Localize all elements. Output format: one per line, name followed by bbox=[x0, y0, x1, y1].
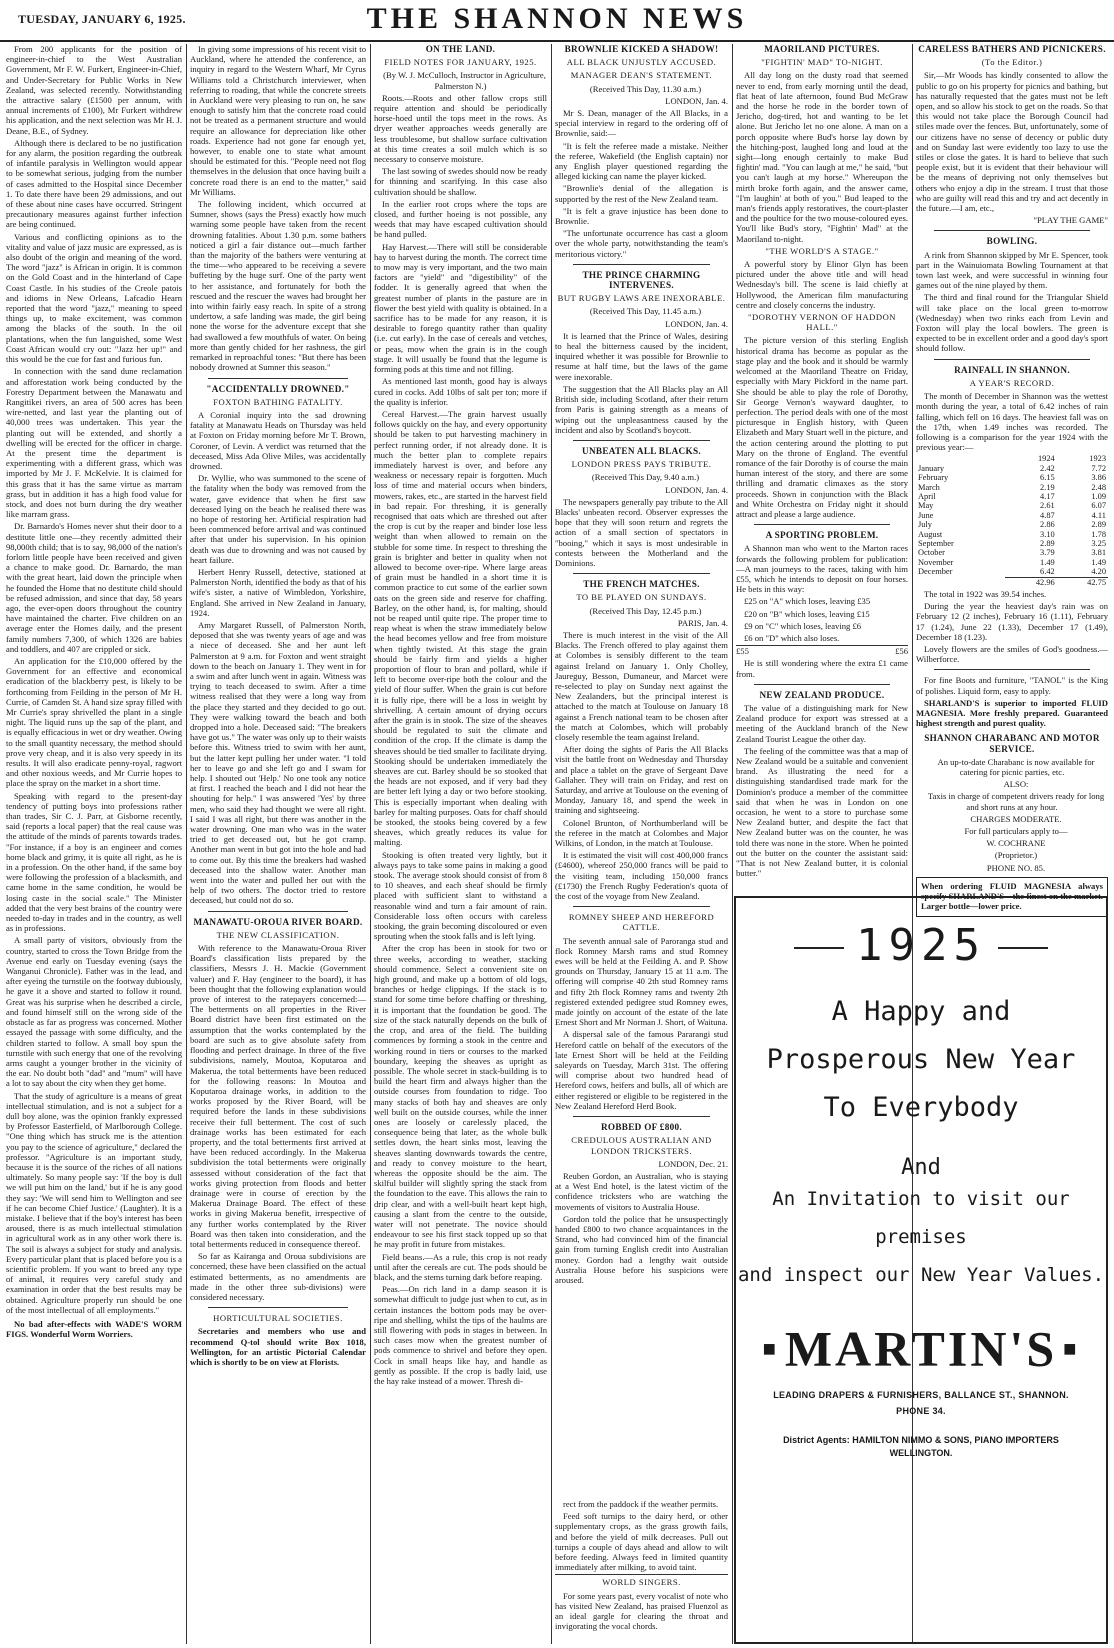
column-2 bbox=[190, 44, 366, 1644]
subhead-classification: THE NEW CLASSIFICATION. bbox=[216, 929, 340, 940]
paragraph: The picture version of this sterling English historical drama has become as popular as the stage play and the book and it should be warmly welcomed at the Maoriland Theatre on Friday, especially with Mary Pickford in the name part. She should be able to play the role of Dorothy, Sir George Vernon's wayward daughter, to perfection. The period deals with one of the most picturesque in English history, with Queen Elizabeth and Mary Stuart well in the picture, and the action centering around the plotting to put Mary on the throne of England. The eventful romance of the fair Dorothy is of course the main human interest of the story, and there are some thrilling and dramatic climaxes as the story proceeds. Shown in conjunction with the Black and White Orchestra on Friday night it should attract and please a large audience. bbox=[736, 335, 908, 519]
paragraph: Stooking is often treated very lightly, but it always pays to take some pains in making a good stook. The average stook should consist of from 8 to 10 sheaves, and each sheaf should be firmly placed with sufficient slant to withstand a reasonable wind and turn a fair amount of rain. Considerable loss often occurs with careless stooking, the grain becoming discoloured or even sprouting when the stook falls and is left lying. bbox=[374, 849, 547, 942]
subhead-dean-statement: MANAGER DEAN'S STATEMENT. bbox=[570, 70, 713, 81]
column-rule bbox=[551, 44, 552, 1644]
rainfall-row bbox=[916, 539, 1108, 548]
paragraph: Peas.—On rich land in a damp season it is somewhat difficult to judge just when to cut, as in certain instances the bottom pods may be over-ripe and shelling, whilst the tips of the haulms are still flowering with pods in stages in between. In such cases mow when the greatest number of pods commence to shrivel and before they open. Cock in small heaps like hay, and handle as gently as possible. If the crop is badly laid, use the hay rake instead of a mower. Thresh di- bbox=[374, 1284, 547, 1386]
ad-agents bbox=[736, 1434, 1106, 1460]
headline-on-the-land: ON THE LAND. bbox=[425, 44, 496, 54]
paragraph: Various and conflicting opinions as to the vitality and value of jazz music are expressed, as is also doubt of the origin and meaning of the word. The word "jazz" is African in origin. It is common on the Gold Coast and in the hinterland of Cape Coast Castle. In his studies of the Creole patois and idioms in New Orleans, Lafcadio Hearn reported that the word "jazz," meaning to speed things up, to make excitement, was common among the blacks of the south. In the oil plantations, when the fun languished, some West Coast African would cry out: "Jazz her up!" and this would be the cue for fast and furious fun. bbox=[6, 231, 182, 365]
divider bbox=[754, 524, 890, 525]
paragraph: As mentioned last month, good hay is always cured in cocks. Add 10lbs of salt per ton; more if the quality is inferior. bbox=[374, 376, 547, 407]
paragraph: Dr. Barnardo's Homes never shut their door to a destitute little one—they recently admitted their 98,000th child; that is to say, 98,000 of the nation's forlorn little people have been received and given a chance to make good. Dr. Barnardo, the man with the great heart, laid down the principle when he founded the Home that no destitute child should be refused admission, and since that day, 58 years ago, the ever-open doors throughout the country have maintained the charter. Five children on an average enter the Homes daily, and the present family numbers 7,300, of which 1326 are babies and toddlers, and 407 are crippled or sick. bbox=[6, 521, 182, 654]
col4-romney-body bbox=[555, 936, 728, 1111]
headline-horticultural: HORTICULTURAL SOCIETIES. bbox=[213, 1313, 343, 1324]
col6-bowling-body bbox=[916, 250, 1108, 354]
ad-line-happy: A Happy and bbox=[831, 996, 1011, 1027]
received-time: (Received This Day, 11.45 a.m.) bbox=[589, 306, 702, 317]
paragraph: Herbert Henry Russell, detective, stationed at Palmerston North, identified the body as that of his wife's sister, a native of Wimbledon, Yorkshire, England. She arrived in New Zealand in January, 1924. bbox=[190, 566, 366, 618]
rainfall-header-row bbox=[916, 454, 1108, 463]
paragraph: Lovely flowers are the smiles of God's goodness.—Wilberforce. bbox=[916, 644, 1108, 665]
paragraph: Taxis in charge of competent drivers ready for long and short runs at any hour. bbox=[927, 791, 1105, 812]
divider bbox=[754, 684, 890, 685]
column-3 bbox=[374, 44, 547, 1644]
headline-bowling: BOWLING. bbox=[986, 236, 1038, 247]
rainfall-header-blank bbox=[916, 454, 1005, 463]
col5-dorothy-body bbox=[736, 335, 908, 519]
headline-prince: THE PRINCE CHARMING INTERVENES. bbox=[582, 269, 701, 291]
letter-signature: "PLAY THE GAME" bbox=[1033, 215, 1108, 226]
headline-rainfall: RAINFALL IN SHANNON. bbox=[954, 364, 1070, 375]
rainfall-row bbox=[916, 520, 1108, 529]
ad-brand-ornament: ■ bbox=[1063, 1335, 1080, 1361]
paragraph: Roots.—Roots and other fallow crops still require attention and should be periodically horse-hoed until the tops meet in the rows. As dryer weather approaches weeds generally are less troublesome, but shallow surface cultivation at this time creates a soil mulch which is so necessary to conserve moisture. bbox=[374, 92, 547, 165]
col5-produce-body bbox=[736, 703, 908, 878]
paragraph: For some years past, every vocalist of note who has visited New Zealand, has praised Fluenzol as an ideal gargle for clearing the throat and invigorating the vocal chords. bbox=[555, 1590, 728, 1632]
bets-total-right: £56 bbox=[895, 646, 908, 657]
divider bbox=[573, 440, 710, 441]
paragraph: After the crop has been in stook for two or three weeks, according to weather, stacking should commence. Select a convenient site on high ground, and make up a bottom of old logs, branches or hedge clippings. If the stack is to stand for some time before chaffing or threshing, it is important that the foundation be good. The size of the stack naturally depends on the bulk of the crop, and area of the field. The building commences by forming a stook in the centre and working round in tiers or courses to the marked boundary, keeping the sheaves as upright as possible. The whole secret in stack-building is to build the heart firm and always higher than the outside courses from foundation to ridge. Too many stacks of both hay and sheaves are only well built on the outside courses, while the inner ones are loosely or carelessly placed, the consequence being that later, as the whole bulk settles down, the heart sinks most, leaving the sheaves slanting downwards towards the centre, and ready to convey moisture to the heart, whereas the opposite should be the aim. The skilful builder will slightly spring the stack from the foundation to the eave. This allows the rain to drip clear, and with a well-built heart kept high, causing a slant from the centre to the outside, water will not penetrate. The novice should endeavour to see his first stack topped up so that he may profit in future from mistakes. bbox=[374, 943, 547, 1250]
col5-stage-body bbox=[736, 259, 908, 310]
rainfall-cell-a: 2.86 bbox=[1040, 520, 1055, 530]
paragraph: W. COCHRANE bbox=[986, 838, 1046, 849]
received-time: (Received This Day, 11.30 a.m.) bbox=[589, 83, 702, 94]
rainfall-cell-month: December bbox=[918, 567, 953, 577]
paragraph: PHONE NO. 85. bbox=[986, 862, 1046, 873]
subhead-tricksters: CREDULOUS AUSTRALIAN AND LONDON TRICKSTERS. bbox=[571, 1135, 712, 1156]
rainfall-cell-b: 6.07 bbox=[1091, 501, 1106, 511]
rainfall-row bbox=[916, 473, 1108, 482]
col5-singers-body bbox=[555, 1591, 728, 1632]
paragraph: A small party of visitors, obviously from the country, started to cross the Town Bridge from the Avenue end early on Tuesday evening (says the Wanganui Chronicle). Father was in the lead, and after eyeing the turnstile on the footway dubiously, he gave it a shove and started to follow it round. Great was his surprise when he described a circle, and found himself still on the wrong side of the obstacle as far as progress was concerned. Mother essayed the passage with some difficulty, and the children started to follow. A small boy spun the turnstile with such energy that one of the revolving arms caught a younger brother in the vicinity of the ear. No doubt both "dad" and "mum" will have a lot to say about the city when they get home. bbox=[6, 935, 182, 1089]
ad-agents-line2: WELLINGTON. bbox=[889, 1447, 953, 1458]
rainfall-cell-a: 6.42 bbox=[1040, 567, 1055, 577]
ad-brand-ornament: ■ bbox=[762, 1335, 779, 1361]
paragraph: The feeling of the committee was that a map of New Zealand would be a suitable and convenient brand. As illustrating the need for a distinguishing standardised trade mark for the Dominion's produce a member of the committee said that when he was in London on one occasion, he went to a store to purchase some New Zealand butter, and despite the fact that New Zealand butter was on the counter, he was told there was none in the store. When he pointed out the butter on the counter the assistant said: "That is not New Zealand butter, it is colonial butter." bbox=[736, 745, 908, 879]
subhead-to-editor: (To the Editor.) bbox=[981, 57, 1043, 68]
column-6 bbox=[916, 44, 1108, 912]
col4-robbed-body bbox=[555, 1171, 728, 1285]
column-4-continuation bbox=[555, 1499, 728, 1644]
rainfall-cell-b: 3.25 bbox=[1091, 538, 1106, 548]
paragraph: "It is felt a grave injustice has been done to Brownlie. bbox=[555, 205, 728, 227]
ad-tagline: LEADING DRAPERS & FURNISHERS, BALLANCE ST., SHANNON. bbox=[773, 1389, 1069, 1400]
paragraph: During the year the heaviest day's rain was on February 12 (2 inches), February 16 (1.11), February 17 (1.24), June 22 (1.33), December 17 (1.49), December 18 (1.23). bbox=[916, 601, 1108, 642]
rainfall-cell-b: 2.48 bbox=[1091, 482, 1106, 492]
paragraph: £9 on "C" which loses, leaving £6 bbox=[744, 620, 862, 631]
rainfall-cell-a: 2.61 bbox=[1040, 501, 1055, 511]
paragraph: The value of a distinguishing mark for New Zealand produce for export was stressed at a meeting of the Auckland branch of the New Zealand Tourist League the other day. bbox=[736, 702, 908, 744]
col4-prince-body bbox=[555, 331, 728, 435]
subhead-foxton: FOXTON BATHING FATALITY. bbox=[213, 396, 343, 407]
paragraph: With reference to the Manawatu-Oroua River Board's classification lists prepared by the classifiers, Messrs J. H. Mackie (Government valuer) and F. Hay (engineer to the board), it has been thought that the following explanation would prove of interest to the ratepayers concerned:—The betterments on all properties in the River Board district have been first estimated on the assumption that the works contemplated by the board are such as to give absolute safety from flooding and perfect drainage. In three of the five subdivisions, namely, Moutoa, Koputaroa and Makerua, the total betterments have been reduced for the following reasons: In Moutoa and Koputaroa drainage works, in addition to the works proposed by the River Board, will be required before the lands in these subdivisions receive their full betterment. The cost of such drainage works has been estimated for each property, and the total betterments first arrived at have been reduced accordingly. In the Makerua subdivision the total betterments were originally assessed without consideration of the fact that works giving protection from floods and better drainage were in course of erection by the Makerua Drainage Board. The effect of these works in giving Makerua benefit, irrespective of any further works contemplated by the River Board was then taken into consideration, and the total betterments reduced in consequence thereof. bbox=[190, 943, 366, 1249]
rainfall-year-a: 1924 bbox=[1037, 454, 1055, 464]
paragraph: In the earlier root crops where the tops are closed, and further hoeing is not possible, any weeds that may have escaped cultivation should be hand pulled. bbox=[374, 198, 547, 240]
rainfall-cell-a: 6.15 bbox=[1040, 473, 1055, 483]
col2-board-body bbox=[190, 943, 366, 1302]
paragraph: The third and final round for the Triangular Shield will take place on the local green to-morrow (Wednesday) when two rinks each from Levin and Foxton will play the local bowlers. The green is expected to be in excellent order and a good day's sport should follow. bbox=[916, 292, 1108, 354]
rainfall-cell-month: March bbox=[918, 482, 940, 492]
paragraph: A rink from Shannon skipped by Mr E. Spencer, took part in the Wainuiomata Bowling Tournament at that town last week, and were successful in winning four games out of the nine played by them. bbox=[916, 249, 1108, 291]
rainfall-cell-a: 3.10 bbox=[1040, 529, 1055, 539]
rainfall-cell-b: 7.72 bbox=[1091, 463, 1106, 473]
rainfall-cell-b: 1.78 bbox=[1091, 529, 1106, 539]
paragraph: ALSO: bbox=[1003, 779, 1029, 790]
column-5 bbox=[736, 44, 908, 893]
divider bbox=[934, 359, 1090, 360]
rainfall-cell-b: 3.81 bbox=[1091, 548, 1106, 558]
divider bbox=[208, 1307, 348, 1308]
paragraph: Reuben Gordon, an Australian, who is staying at a West End hotel, is the latest victim of the confidence tricksters who are watching the movements of visitors to Australia House. bbox=[555, 1170, 728, 1212]
headline-careless-bathers: CARELESS BATHERS AND PICNICKERS. bbox=[918, 44, 1106, 54]
byline: (By W. J. McCulloch, Instructor in Agriculture, Palmerston N.) bbox=[383, 70, 546, 91]
paragraph: The following incident, which occurred at Sumner, shows (says the Press) exactly how much warning some people have taken from the recent drowning fatalities. About 1.30 p.m. some bathers noticed a girl a fair distance out—much farther than the majority of the bathers were venturing at the time—who appeared to be receiving a severe buffeting by the huge surf. One of the party went to her assistance, and fortunately for both the rescued and the rescuer the waves had brought her into within fairly easy reach. In spite of a strong undertow, a safe landing was made, the girl being none the worse for the adventure except that she had swallowed a few mouthfuls of water. On being more than gently chided for her rashness, the girl remarked in reproachful tones: "But there has been nobody drowned at Sumner this season." bbox=[190, 199, 366, 373]
paragraph: A Shannon man who went to the Marton races forwards the following problem for publication:—A man journeys to the races, taking with him £55, which he intends to deposit on four horses. He bets in this way: bbox=[736, 543, 908, 595]
rainfall-cell-month: November bbox=[918, 557, 954, 567]
ad-inspect: and inspect our New Year Values. bbox=[737, 1264, 1105, 1286]
paragraph: The month of December in Shannon was the wettest month during the year, a total of 6.42 inches of rain falling, which fell on 16 days. The heaviest fall was on the 17th, when 1.49 inches was recorded. The following is a comparison for the year 1924 with the previous year:— bbox=[916, 391, 1108, 453]
ad-brand: ■ MARTIN'S ■ bbox=[762, 1320, 1080, 1377]
ad-year: 1925 bbox=[736, 920, 1106, 971]
rainfall-cell-a: 2.19 bbox=[1040, 482, 1055, 492]
ad-agents-line1: District Agents: HAMILTON NIMMO & SONS, PIANO IMPORTERS bbox=[783, 1434, 1059, 1445]
paragraph: CHARGES MODERATE. bbox=[970, 813, 1062, 824]
subhead-rugby-laws: BUT RUGBY LAWS ARE INEXORABLE. bbox=[557, 293, 726, 304]
paragraph: The seventh annual sale of Paroranga stud and flock Romney Marsh rams and stud Romney ewes will be held at the Feilding A. and P. Show grounds on Thursday, January 15 at 11 a.m. The offering will comprise 40 2th stud Romney rams and fifty 2th flock Romney rams and twenty 2th registered extended pedigree stud Romney ewes, made jointly on account of the estate of the late Ernest Short and Mr Norman J. Short, of Waituna. bbox=[555, 935, 728, 1028]
rainfall-cell-month: February bbox=[918, 473, 949, 483]
paragraph: The newspapers generally pay tribute to the All Blacks' unbeaten record. Observer expresses the hope that they will soon return and regrets the action of a small section of spectators in "booing," which it says is most undesirable in contests between the Motherland and the Dominions. bbox=[555, 496, 728, 568]
headline-worlds-stage: "THE WORLD'S A STAGE." bbox=[765, 245, 879, 256]
subhead-field-notes: FIELD NOTES FOR JANUARY, 1925. bbox=[384, 57, 537, 68]
col6-rain-body bbox=[916, 391, 1108, 452]
rainfall-cell-a: 4.87 bbox=[1040, 510, 1055, 520]
sharland-ad-text: When ordering FLUID MAGNESIA always specify SHARLAND'S—the finest on the market. Larger bottle—lower price. bbox=[921, 880, 1103, 912]
col4-french-body bbox=[555, 630, 728, 901]
paragraph: An application for the £10,000 offered by the Government for an effective and economical eradication of the blackberry pest, is likely to be forthcoming from Feilding in the person of Mr H. Currie, of Camden St. A hand size spray filled with Mr Currie's spray shrivelled the plant in a single night. The liquid runs up the sap of the plant, and is equally efficacious in wet or dry weather. Owing to the small quantity necessary, the method should prove very cheap, and it is also very speedy in its results. It will also eradicate penny-royal, ragwort and other noxious weeds, and Mr Currie hopes to place the spray on the market in a short time. bbox=[6, 655, 182, 789]
rainfall-cell-a: 2.89 bbox=[1040, 538, 1055, 548]
tanol-ad: For fine Boots and furniture, "TANOL" is the King of polishes. Liquid form, easy to apply. bbox=[916, 675, 1108, 696]
rainfall-cell-a: 3.79 bbox=[1040, 548, 1055, 558]
rainfall-cell-b: 1.49 bbox=[1091, 557, 1106, 567]
paragraph: £20 on "B" which loses, leaving £15 bbox=[744, 608, 870, 619]
rainfall-cell-b: 1.09 bbox=[1091, 491, 1106, 501]
col6-bathers-body bbox=[916, 70, 1108, 213]
rainfall-cell-b: 4.20 bbox=[1091, 567, 1106, 577]
rainfall-row bbox=[916, 511, 1108, 520]
rainfall-cell-b: 4.11 bbox=[1091, 510, 1106, 520]
paragraph: The suggestion that the All Blacks play an All British side, including Scotland, after their return from Paris is gaining strength as a means of wiping out the unpleasantness caused by the incident and also by Scotland's boycott. bbox=[555, 383, 728, 435]
divider bbox=[208, 378, 348, 379]
issue-date: TUESDAY, JANUARY 6, 1925. bbox=[18, 12, 186, 26]
rainfall-row bbox=[916, 492, 1108, 501]
paragraph: After doing the sights of Paris the All Blacks visit the battle front on Wednesday and Thursday and place a tablet on the grave of Sergeant Dave Gallaher. They will train on Friday, and rest on Saturday, and arrive at Toulouse on the evening of Monday, January 18, and spend the week in training and sightseeing. bbox=[555, 744, 728, 816]
headline-brownlie: BROWNLIE KICKED A SHADOW! bbox=[564, 44, 719, 54]
ad-year-rule bbox=[998, 947, 1048, 949]
paragraph: Mr S. Dean, manager of the All Blacks, in a special interview in regard to the ordering off of Brownlie, said:— bbox=[555, 108, 728, 139]
fluid-magnesia-ad: SHARLAND'S is superior to imported FLUID MAGNESIA. More freshly prepared. Guaranteed highest strength and purest quality. bbox=[916, 697, 1108, 729]
paragraph: In giving some impressions of his recent visit to Auckland, where he attended the conference, an inquiry in regard to the Western Wharf, Mr Cyrus Williams told a Christchurch interviewer, when referring to roading, that while the concrete streets in Auckland were very pleasing to run on, he saw enough to satisfy him that the concrete road could not be treated as a permanent structure and would require an allowance for depreciation like other roads. Experience had not gone far enough yet, however, to enable one to state what amount should be estimated for this. "People need not flog themselves in the delusion that once having built a concrete road there is an end to the matter," said Mr Williams. bbox=[190, 44, 366, 197]
page-body bbox=[6, 44, 1108, 1644]
rainfall-table bbox=[916, 454, 1108, 587]
masthead-bar bbox=[0, 0, 1114, 42]
rainfall-total-row bbox=[916, 577, 1108, 587]
divider bbox=[573, 1116, 710, 1117]
headline-french: THE FRENCH MATCHES. bbox=[583, 579, 700, 590]
paragraph: In connection with the sand dune reclamation and afforestation work being conducted by the Forestry Department between the Manawatu and Rangitikei rivers, an area of 500 acres has been wire-netted, and last year the planting out of 40,000 trees was undertaken. This year the planting out will be extended, and shortly a dwelling will be erected for the officer in charge. At the present time the department is experimenting with a different grass, which was imported by Mr J. F. McKelvie. It is claimed for this grass that it has the same virtue as marram grass, but in addition it has a high food value for stock, and does not burn during the dry weather like marram grass. bbox=[6, 366, 182, 520]
rainfall-year-b: 1923 bbox=[1089, 454, 1106, 464]
paragraph: £25 on "A" which loses, leaving £35 bbox=[744, 596, 871, 607]
paragraph: From 200 applicants for the position of engineer-in-chief to the West Australian Government, Mr F. W. Furkert, Engineer-in-Chief, and Under-Secretary for Public Works in New Zealand, was selected recently. Notwithstanding the attractive salary (£1500 per annum, with annual increments of £100), Mr Furkert withdrew his application, and the next selection was Mr H. J. Deane, B.E., of Sydney. bbox=[6, 44, 182, 136]
bets-list bbox=[736, 596, 908, 643]
headline-accidentally-drowned: "ACCIDENTALLY DROWNED." bbox=[206, 383, 350, 394]
col4-unbeaten-body bbox=[555, 497, 728, 568]
rainfall-row bbox=[916, 567, 1108, 577]
rainfall-row bbox=[916, 501, 1108, 510]
column-1 bbox=[6, 44, 182, 1644]
paragraph: For full particulars apply to— bbox=[964, 826, 1068, 837]
rainfall-cell-a: 2.42 bbox=[1040, 463, 1055, 473]
col4-brownlie-body bbox=[555, 108, 728, 259]
divider bbox=[934, 669, 1090, 670]
paragraph: It is estimated the visit will cost 400,000 francs (£4600), whereof 250,000 francs will be paid to the visiting team, including 150,000 francs (£1730) the French Rugby Federation's quota of the cost of the voyage from New Zealand. bbox=[555, 850, 728, 902]
subhead-all-black: ALL BLACK UNJUSTLY ACCUSED. bbox=[566, 57, 717, 68]
headline-robbed: ROBBED OF £800. bbox=[601, 1122, 682, 1133]
paragraph: Amy Margaret Russell, of Palmerston North, deposed that she was twenty years of age and was a niece of deceased. She and her aunt left Palmerston at 9 a.m. for Foxton and went straight down to the beach on January 1. They went in for a swim and after lunch went in again. Witness was trying to teach deceased to swim. After a time witness realised that they were a long way from the place they started and they decided to go out. They were walking toward the beach and both dropped into a hole. Deceased said: "The breakers have got us." The water was only up to their waists before this. Witness tried to swim with her aunt, but the latter kept pulling her under water. "I told her to leave go and she left go and I swam for help. I shouted out 'Help.' No one took any notice at first. I reached the beach and I did not hear the shouting for help." I was answered 'Yes' by three men, who said they had thought we were all right. I said I was all right, but there was another in the water drowning. One man who was in the water tried to get deceased out, but he got cramp. Another man went in but got into the hole and had to come out. By this time the breakers had washed deceased into the shallow water. Another man went into the water and pulled her out with the help of two others. The doctor tried to restore deceased, but could not do so. bbox=[190, 619, 366, 906]
paragraph: Feed soft turnips to the dairy herd, or other supplementary crops, as the grass growth fails, and before the yield of milk decreases. Pull out turnips a couple of days ahead and allow to wilt before feeding. Always feed in limited quantity immediately after milking, to avoid taint. bbox=[555, 1511, 728, 1573]
rainfall-total-b: 42.75 bbox=[1057, 577, 1108, 587]
paragraph: "The unfortunate occurrence has cast a gloom over the whole party, notwithstanding the team's meritorious victory." bbox=[555, 228, 728, 259]
paragraph: Hay Harvest.—There will still be considerable hay to harvest during the month. The correct time to mow may is very important, and the two main factors are "yield" and "digestibility" of the fodder. It is generally agreed that when the greatest number of plants in the pasture are in flower the best yield with quality is obtained. In a sacrifice has to be made for any reason, it is desirable to forego quantity rather than quality (i.e. cut early). In the case of cereals and vetches, or peas, mow when the grain is in the cough stage. It will usually be found that the legume is forming pods at this time and not filling. bbox=[374, 241, 547, 375]
col1-articles bbox=[6, 44, 182, 1315]
charabanc-ad bbox=[916, 757, 1108, 873]
paragraph: An up-to-date Charabanc is now available for catering for picnic parties, etc. bbox=[937, 756, 1095, 778]
paragraph: There is much interest in the visit of the All Blacks. The French offered to play against them at Colombes is sensibly different to the team against Ireland on January 1. Only Cholley, Jaureguy, Besson, Dumaneur, and Marcet were re-selected to play on Sunday next against the New Zealanders, but the principal interest is attached to the match at Toulouse on January 18 against a French national team to be chosen after the match at Colombes, which will probably closely resemble the team against Ireland. bbox=[555, 629, 728, 742]
headline-unbeaten: UNBEATEN ALL BLACKS. bbox=[582, 445, 701, 456]
paragraph: Although there is declared to be no justification for any alarm, the position regarding the outbreak of infantile paralysis in Wellington would appear to be somewhat serious, judging from the number of cases admitted to the Hospital since December 1. To date there have been 29 admissions, and out of these about nine cases have occurred. Stringent precautionary measures against further infection are being continued. bbox=[6, 137, 182, 230]
subhead-sundays: TO BE PLAYED ON SUNDAYS. bbox=[576, 592, 707, 603]
paragraph: "Brownlie's denial of the allegation is supported by the rest of the New Zealand team. bbox=[555, 183, 728, 204]
rainfall-cell-b: 3.86 bbox=[1091, 473, 1106, 483]
newspaper-title: THE SHANNON NEWS bbox=[366, 2, 748, 35]
paragraph: rect from the paddock if the weather permits. bbox=[563, 1499, 719, 1509]
rainfall-cell-month: July bbox=[918, 520, 932, 530]
worm-figs-ad: No bad after-effects with WADE'S WORM FIGS. Wonderful Worm Worriers. bbox=[6, 1318, 182, 1340]
paragraph: The last sowing of swedes should now be ready for thinning and scarifying. In this case also cultivation should be shallow. bbox=[374, 166, 547, 197]
paragraph: A powerful story by Elinor Glyn has been pictured under the above title and will head Wednesday's bill. The scene is laid chiefly at Hollywood, the American film manufacturing centre and closely concerns the industry. bbox=[736, 259, 908, 310]
column-4 bbox=[555, 44, 728, 1644]
paragraph: A dispersal sale of the famous Pararangi stud Hereford cattle on behalf of the executors of the late Ernest Short will be held at the Feilding saleyards on Tuesday, March 31st. The offering will comprise about two hundred head of Hereford cows, heifers and bulls, all of which are either registered or eligible to be registered in the New Zealand Hereford Herd Book. bbox=[555, 1029, 728, 1111]
rainfall-cell-b: 2.89 bbox=[1091, 520, 1106, 530]
rainfall-total-blank bbox=[916, 577, 1005, 587]
divider bbox=[573, 264, 710, 265]
rainfall-cell-month: January bbox=[918, 463, 945, 473]
col2-articles-top bbox=[190, 44, 366, 373]
headline-charabanc: SHANNON CHARABANC AND MOTOR SERVICE. bbox=[924, 733, 1100, 754]
paragraph: Speaking with regard to the present-day tendency of putting boys into professions rather than trades, Sir C. J. Parr, at Gisborne recently, said (reports a local paper) that the real cause was the attitude of the minds of parents towards trades. "For instance, if a boy is an engineer and comes home black and grimy, it is quite all right, as he is in a profession. On the other hand, if the same boy were following the profession of a blacksmith, and came home in the same condition, he would be losing caste in the social scale." The Minister added that the very best brains of the country were needed to-day in trades and in the country, as well as in professions. bbox=[6, 790, 182, 934]
dateline: LONDON, Jan. 4. bbox=[665, 95, 728, 106]
paragraph: A Coronial inquiry into the sad drowning fatality at Manawatu Heads on Thursday was held at Foxton on Friday morning before Mr T. Brown, Coroner, of Levin. A verdict was returned that the deceased, Miss Ada Olive Miles, was accidentally drowned. bbox=[190, 409, 366, 471]
rainfall-cell-month: October bbox=[918, 548, 945, 558]
rainfall-cell-month: September bbox=[918, 538, 954, 548]
bets-total-left: £55 bbox=[736, 646, 749, 657]
divider bbox=[573, 906, 710, 907]
paragraph: The total in 1922 was 39.54 inches. bbox=[924, 589, 1047, 599]
headline-nz-produce: NEW ZEALAND PRODUCE. bbox=[759, 689, 885, 700]
paragraph: So far as Kairanga and Oroua subdivisions are concerned, these have been classified on the actual estimated betterments, as no amendments are made in the other three sub-divisions) were considered necessary. bbox=[190, 1251, 366, 1302]
column-rule bbox=[186, 44, 187, 1644]
paragraph: Dr. Wyllie, who was summoned to the scene of the fatality when the body was removed from the water, gave evidence that when he first saw deceased lying on the beach he realised there was no hope of restoring her. Artificial respiration had been commenced before arrival and was continued after that under his supervision. In his opinion death was due to drowning and was not caused by heart failure. bbox=[190, 473, 366, 565]
rainfall-row bbox=[916, 483, 1108, 492]
ad-line-everybody: To Everybody bbox=[823, 1092, 1019, 1123]
dateline: PARIS, Jan. 4. bbox=[677, 617, 728, 628]
ad-and: And bbox=[901, 1155, 941, 1180]
col3-body bbox=[374, 93, 547, 1386]
rainfall-row bbox=[916, 548, 1108, 557]
paragraph: That the study of agriculture is a means of great intellectual stimulation, and is not a subject for a dull boy alone, was the opinion frankly expressed by Professor Easterfield, of Marlborough College. "One thing which has struck me is the attention you pay to the science of agriculture," declared the professor. "Agriculture is an important study, because it is the source of the riches of all nations ultimately. So many people say: 'If the boy is dull we will put him on the land,' but if he is any good they say: 'We will send him to Wellington and see if he can become Chief Justice.' (Laughter). It is a mistake. I believe that if the boy's interest has been aroused, there is as much intellectual stimulation in agricultural work as in any other work there is. The soil is always a subject for study and analysis. Every particular plant that is placed before you is a scientific problem. If you want to breed any type of animal, it requires very careful study and examination in order that the best results may be obtained. Agriculture properly run should be one of the most intellectual of all employments." bbox=[6, 1090, 182, 1315]
dateline: LONDON, Dec. 21. bbox=[658, 1158, 728, 1169]
paragraph: Sir,—Mr Woods has kindly consented to allow the public to go on his property for picnics and bathing, but has naturally requested that the gates must not be left open, and so allow his stock to get on the roads. So that this would not take place the Borough Council had stiles made over the fences. But, unfortunately, some of our citizens have no sense of decency or public duty and on Sunday last were evidently too lazy to use the stiles or close the gates. It is hard to believe that such people exist, but it is evident that their behaviour will be the means of depriving not only themselves but others who enjoy a dip in the stream. I trust that those who are guilty will read this and try and act decently in the future.—I am, etc., bbox=[916, 70, 1108, 214]
rainfall-cell-month: August bbox=[918, 529, 943, 539]
paragraph: Cereal Harvest.—The grain harvest usually follows quickly on the hay, and every opportunity should be taken to put harvesting machinery in perfect running order, if not already done. It is much the better plan to complete repairs immediately harvest is over, and before any weakness or necessary repair is forgotten. Much loss of time and material occurs when binders, mowers, rakes, etc., are started in the harvest field in bad repair. For threshing, it is generally recognised that oats which are threshed out after the crop is cut by the reaper and binder lose less weight than when allowed to remain on the stubble for some time. In respect to threshing the grain is brighter and better in quality when not allowed to become over-ripe. Where large areas of grain must be handled in a short time it is common practice to cut some of the earlier sown oats on the green side and reserve for chaffing. Barley, on the other hand, is, for malting, should not be reaped until quite ripe. The proper time to reap wheat is when the straw immediately below the head becomes yellow and free from moisture when tightly twisted. At this stage the grain should be fairly firm and yields a higher proportion of flour to bran and pollard, while if left to become over-ripe both the colour and the yield of flour suffer. When the grain is cut before it is fully ripe, there will be a loss in weight by shrivelling. A certain amount of drying occurs after the grain is in stook. The size of the sheaves should be regulated to suit the climate and condition of the crop. If the climate is damp the sheaves should be tied smaller to facilitate drying. Stooking should be undertaken immediately the sheaves are cut. Barley should be so stooked that the heads are not exposed, and if very bad they are better left lying a day or two before stooking. This is especially important when dealing with barley for malting purposes. Oats for chaff should be stooked, the stooks being covered by a few sheaves, which greatly reduces its value for malting. bbox=[374, 408, 547, 848]
rainfall-cell-month: April bbox=[918, 491, 936, 501]
ad-line-prosperous: Prosperous New Year bbox=[766, 1044, 1076, 1075]
ad-phone: PHONE 34. bbox=[896, 1405, 946, 1416]
paragraph: £6 on "D" which also loses. bbox=[744, 632, 840, 643]
rainfall-total-a: 42.96 bbox=[1005, 577, 1056, 587]
bets-totals bbox=[736, 645, 908, 656]
rainfall-rows bbox=[916, 464, 1108, 577]
col5-sporting-body bbox=[736, 543, 908, 594]
headline-river-board: MANAWATU-OROUA RIVER BOARD. bbox=[193, 916, 363, 927]
subhead-press-tribute: LONDON PRESS PAYS TRIBUTE. bbox=[571, 459, 712, 470]
paragraph: "It is felt the referee made a mistake. Neither the referee, Wakefield (the English captain) nor any English player questioned regarding the alleged kicking can name the player kicked. bbox=[555, 140, 728, 182]
divider bbox=[934, 230, 1090, 231]
ad-invitation: An Invitation to visit our premises bbox=[772, 1188, 1070, 1248]
paragraph: Gordon told the police that he unsuspectingly handed £800 to two chance acquaintances in the Strand, who had convinced him of the financial gain from turning English credit into Australian money. Gordon had a lengthy wait outside Australia House before his suspicions were aroused. bbox=[555, 1213, 728, 1285]
rainfall-cell-a: 4.17 bbox=[1040, 491, 1055, 501]
dateline: LONDON, Jan. 4. bbox=[665, 318, 728, 329]
ad-year-rule bbox=[794, 947, 844, 949]
col5-pictures-body bbox=[736, 70, 908, 243]
headline-romney: ROMNEY SHEEP AND HEREFORD CATTLE. bbox=[568, 912, 715, 933]
paragraph: All day long on the dusty road that seemed never to end, from early morning until the dead, flat heat of late afternoon, found Bud McGraw and the horse he rode in the border town of Jericho, dog-tired, hot and wanting to be let alone. But Jericho let no one alone. A man on a porch opposite where Bud's horse lay down by the hitching-post, laughed long and loud at the sight—long enough certainly to make Bud fightin' mad. "You can laugh at me," he said, "but you can't laugh at my horse." Whereupon the mirth broke forth again, and the answer came, "I'm laughin' at both of you." Bud leaped to the man's friends apply restoratives, the court-plaster and the poultice for the two mouse-coloured eyes. You'll like Bud's story, "Fightin' Mad" at the Maoriland to-night. bbox=[736, 70, 908, 244]
rainfall-cell-month: June bbox=[918, 510, 934, 520]
dateline: LONDON, Jan. 4. bbox=[665, 484, 728, 495]
subhead-fightin-mad: "FIGHTIN' MAD" TO-NIGHT. bbox=[761, 57, 883, 68]
received-time: (Received This Day, 9.40 a.m.) bbox=[591, 472, 700, 483]
column-rule bbox=[370, 44, 371, 1644]
paragraph: Field beans.—As a rule, this crop is not ready until after the cereals are cut. The pods should be black, and the stems turning dark before reaping. bbox=[374, 1251, 547, 1282]
paragraph: It is learned that the Prince of Wales, desiring to heal the bitterness caused by the incident, inquired whether it was possible for Brownlie to resume at half time, but the laws of the game were inexorable. bbox=[555, 330, 728, 382]
paragraph: (Proprietor.) bbox=[994, 850, 1038, 861]
divider bbox=[573, 573, 710, 574]
rainfall-row bbox=[916, 530, 1108, 539]
column-rule bbox=[732, 44, 733, 1644]
rainfall-row bbox=[916, 464, 1108, 473]
divider bbox=[208, 911, 348, 912]
subhead-year-record: A YEAR'S RECORD. bbox=[969, 377, 1055, 388]
headline-dorothy-vernon: "DOROTHY VERNON OF HADDON HALL." bbox=[747, 312, 897, 333]
headline-maoriland: MAORILAND PICTURES. bbox=[764, 44, 880, 54]
headline-sporting-problem: A SPORTING PROBLEM. bbox=[765, 530, 879, 541]
paragraph: Secretaries and members who use and recommend Q-tol should write Box 1018, Wellington, for an artistic Pictorial Calendar which is shortly to be on view at Florists. bbox=[190, 1326, 366, 1367]
col2-hort-body bbox=[190, 1326, 366, 1367]
rainfall-row bbox=[916, 558, 1108, 567]
rainfall-cell-a: 1.49 bbox=[1040, 557, 1055, 567]
headline-world-singers: WORLD SINGERS. bbox=[555, 1574, 728, 1587]
received-time: (Received This Day, 12.45 p.m.) bbox=[589, 605, 702, 616]
col5-bottom-body bbox=[555, 1499, 728, 1572]
col2-accident-body bbox=[190, 410, 366, 906]
sporting-closing: He is still wondering where the extra £1 came from. bbox=[736, 658, 908, 679]
col6-rain-footnotes bbox=[916, 589, 1108, 664]
rainfall-cell-month: May bbox=[918, 501, 934, 511]
martins-advertisement bbox=[734, 896, 1108, 1644]
paragraph: Colonel Brunton, of Northumberland will be the referee in the match at Colombes and Major Wilkins, of London, in the match at Toulouse. bbox=[555, 817, 728, 849]
